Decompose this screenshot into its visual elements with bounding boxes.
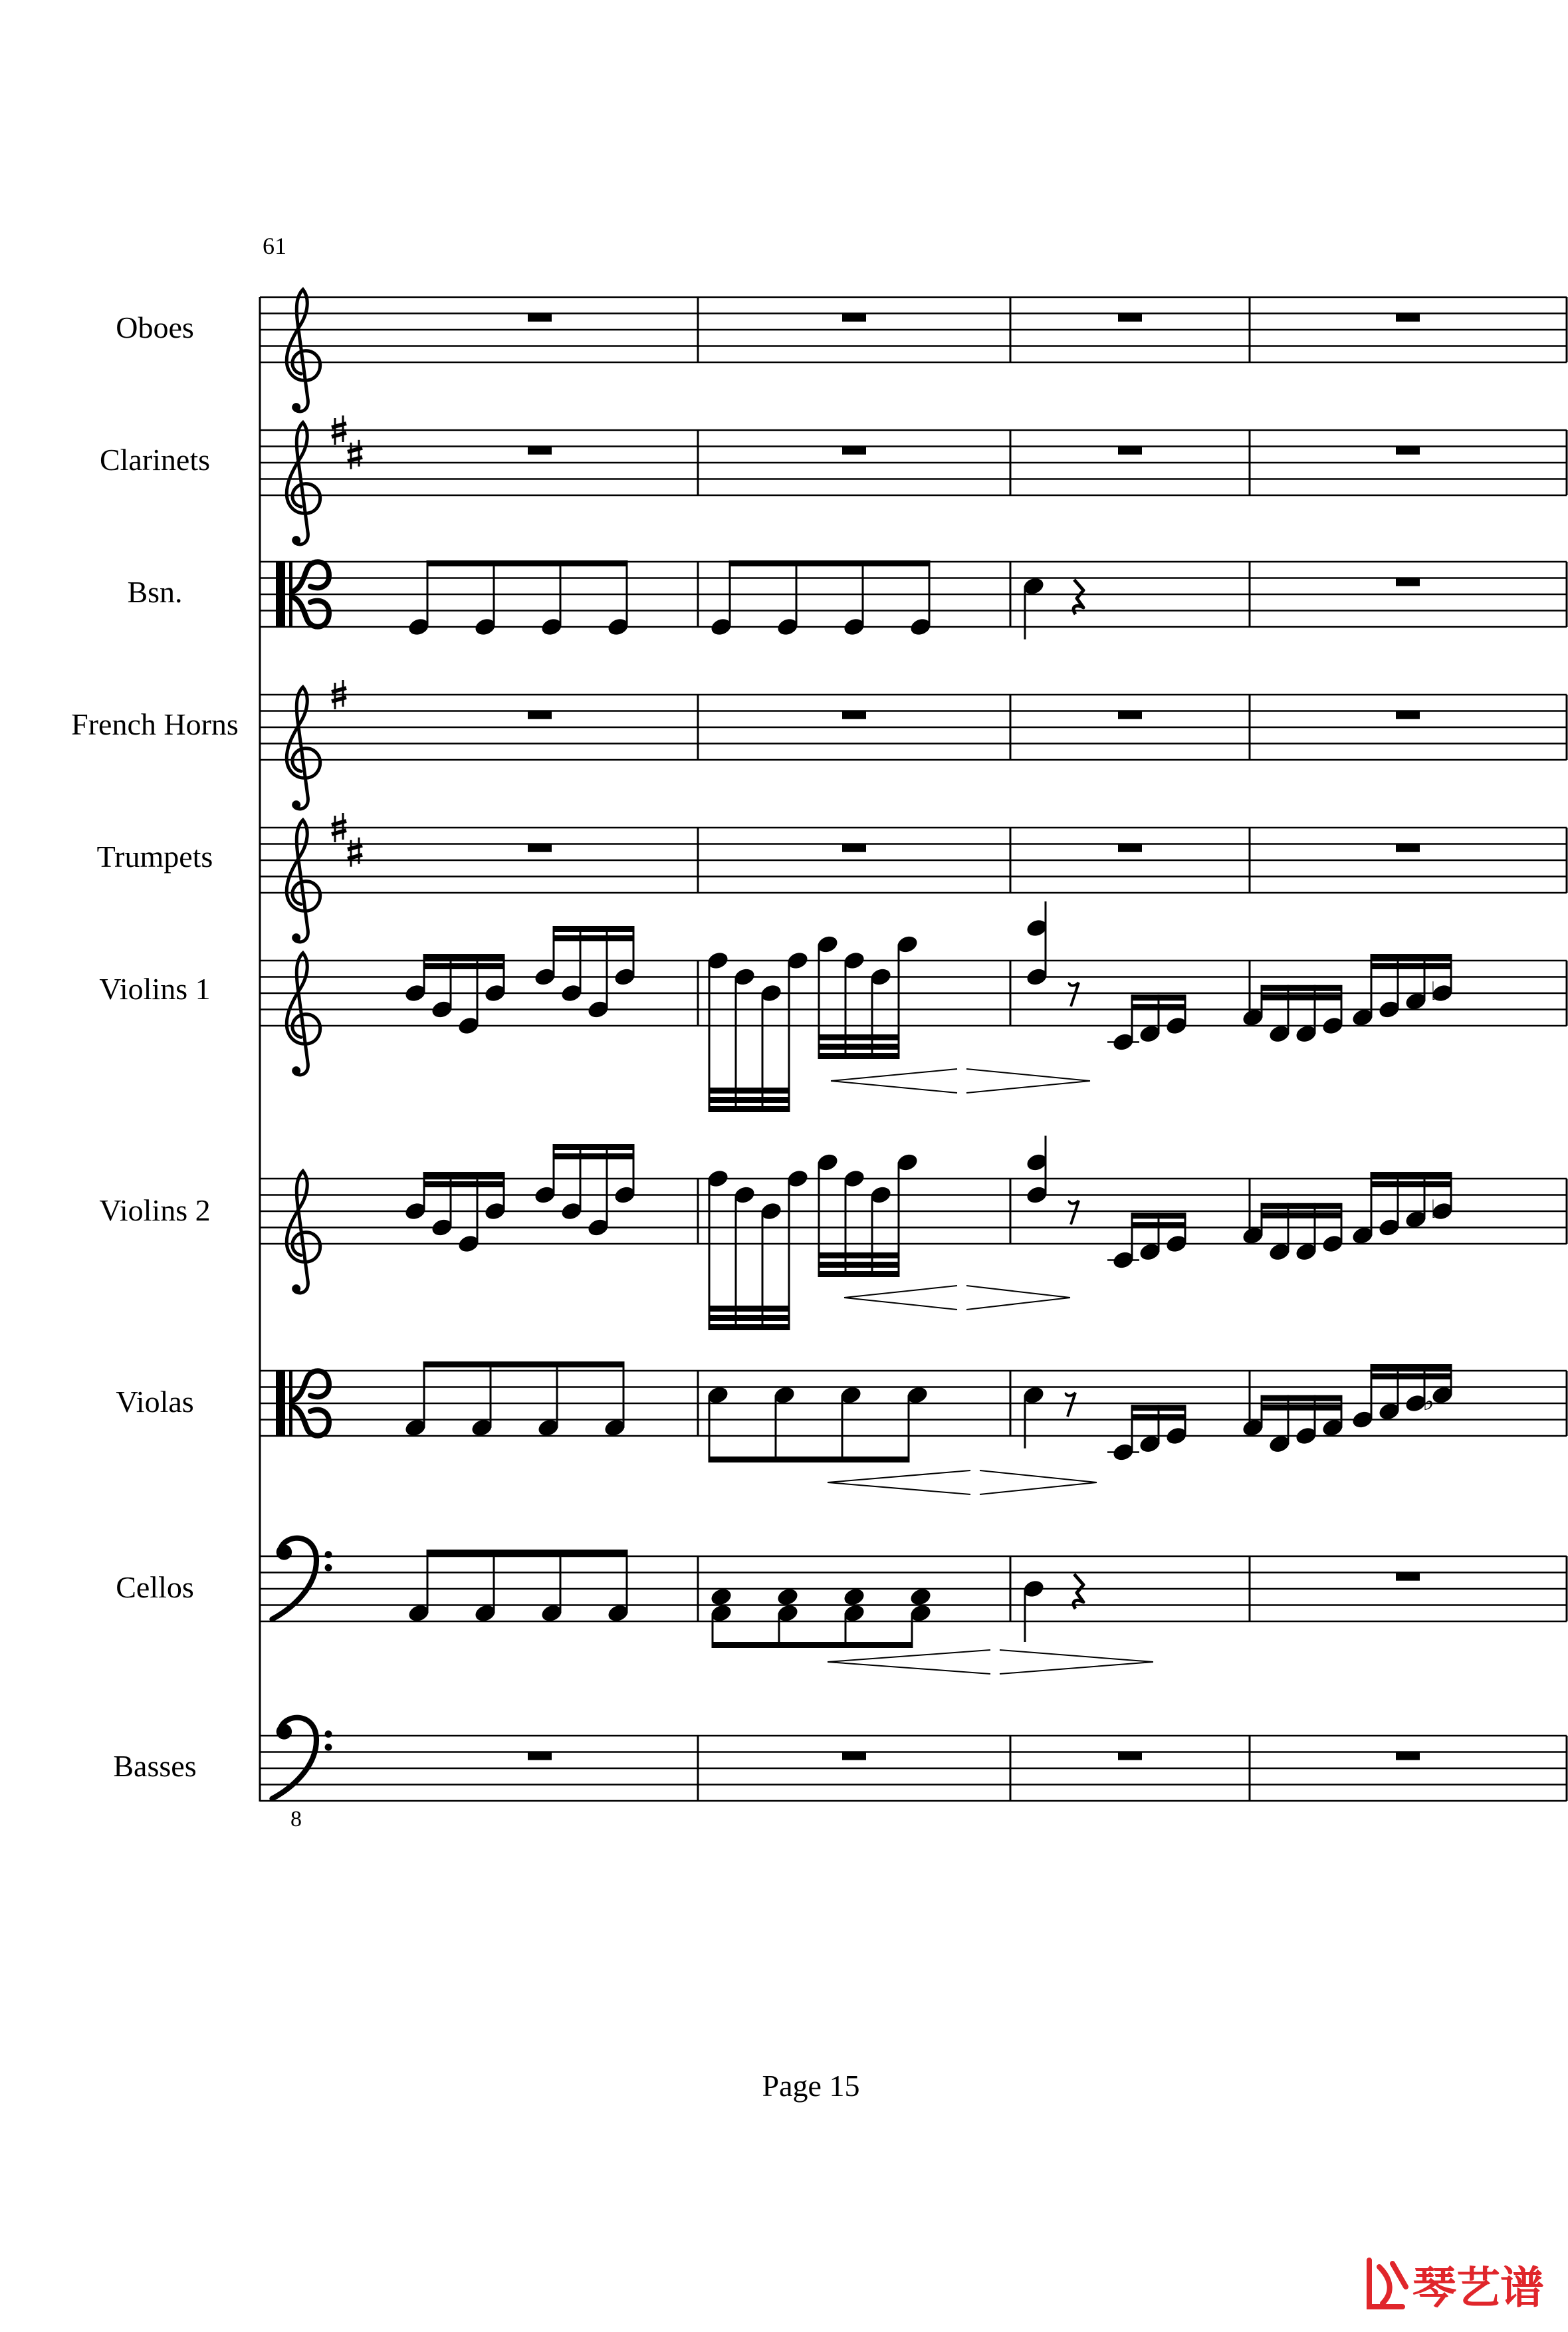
treble-clef-icon <box>286 423 320 545</box>
note-beam <box>819 1262 899 1268</box>
staff-name-violas: Violas <box>116 1385 194 1419</box>
logo-mark-icon <box>1369 2260 1406 2307</box>
note-beam <box>1262 985 1341 991</box>
note-beam <box>1132 1414 1185 1420</box>
note-beam <box>730 560 929 566</box>
note-beam <box>1132 1213 1185 1219</box>
whole-rest <box>528 844 552 852</box>
note-beam <box>709 1088 789 1094</box>
music-notation <box>272 290 1567 1831</box>
whole-rest <box>1118 1752 1142 1760</box>
staff-name-basses: Basses <box>113 1749 197 1783</box>
whole-rest <box>842 711 866 719</box>
whole-rest <box>528 711 552 719</box>
page-label: Page 15 <box>762 2069 860 2103</box>
sharp-icon <box>348 838 362 867</box>
note-beam <box>819 1034 899 1040</box>
note-beam <box>1262 994 1341 1000</box>
treble-clef-icon <box>286 290 320 412</box>
treble-clef-icon <box>286 1171 320 1294</box>
note-beam <box>819 1252 899 1258</box>
staff-name-horns: French Horns <box>71 707 239 741</box>
note-beam <box>1371 1364 1451 1370</box>
watermark-text: 琴艺谱 <box>1412 2262 1544 2313</box>
note-beam <box>1371 1172 1451 1178</box>
watermark-logo <box>1369 2260 1544 2313</box>
crescendo-hairpin <box>828 1650 990 1674</box>
staff-name-trumpets: Trumpets <box>96 840 213 874</box>
staff-name-violins1: Violins 1 <box>99 972 211 1006</box>
whole-rest <box>1396 578 1420 586</box>
quarter-rest-icon <box>1073 580 1083 614</box>
crescendo-hairpin <box>844 1286 957 1310</box>
note-beam <box>424 963 504 969</box>
whole-rest <box>1396 711 1420 719</box>
note-beam <box>427 560 627 566</box>
note-beam <box>709 1097 789 1103</box>
note-beam <box>1262 1395 1341 1401</box>
bass-clef-icon <box>272 1538 332 1619</box>
whole-rest <box>528 447 552 455</box>
sixteenth-rest <box>1069 983 1079 1006</box>
note-beam <box>1132 994 1185 1000</box>
note-beam <box>554 926 633 932</box>
crescendo-hairpin <box>828 1470 970 1494</box>
decrescendo-hairpin <box>980 1470 1097 1494</box>
whole-rest <box>1396 1752 1420 1760</box>
flat-icon: ♭ <box>1430 1196 1442 1224</box>
whole-rest <box>1396 314 1420 322</box>
whole-rest <box>528 1752 552 1760</box>
whole-rest <box>842 314 866 322</box>
note-beam <box>424 1361 623 1367</box>
whole-rest <box>1118 711 1142 719</box>
note-beam <box>713 1642 912 1648</box>
whole-rest <box>1118 844 1142 852</box>
treble-clef-icon <box>286 820 320 943</box>
flat-icon: ♭ <box>1430 978 1442 1006</box>
note-beam <box>427 1550 627 1556</box>
whole-rest <box>1396 1573 1420 1581</box>
whole-rest <box>1396 844 1420 852</box>
note-beam <box>424 1172 504 1178</box>
note-beam <box>1132 1004 1185 1010</box>
note-beam <box>709 1106 789 1112</box>
note-beam <box>1262 1203 1341 1209</box>
decrescendo-hairpin <box>966 1286 1070 1310</box>
whole-rest <box>1118 314 1142 322</box>
staff-lines <box>260 297 1567 1801</box>
note-beam <box>819 1044 899 1050</box>
decrescendo-hairpin <box>1000 1650 1153 1674</box>
note-beam <box>709 1324 789 1330</box>
note-beam <box>424 1181 504 1187</box>
note-beam <box>819 1271 899 1277</box>
note-beam <box>554 1153 633 1159</box>
whole-rest <box>528 314 552 322</box>
note-beam <box>1371 954 1451 960</box>
note-beam <box>1132 1222 1185 1228</box>
note-beam <box>1371 1181 1451 1187</box>
note-beam <box>709 1457 909 1462</box>
note-beam <box>1262 1213 1341 1219</box>
treble-clef-icon <box>286 687 320 810</box>
sharp-icon <box>348 440 362 469</box>
quarter-rest-icon <box>1073 1574 1083 1609</box>
note-beam <box>1262 1405 1341 1411</box>
note-beam <box>819 1053 899 1059</box>
note-beam <box>1371 963 1451 969</box>
note-beam <box>554 1144 633 1150</box>
whole-rest <box>1118 447 1142 455</box>
note-beam <box>1371 1373 1451 1379</box>
measure-number: 61 <box>263 233 286 259</box>
decrescendo-hairpin <box>966 1069 1090 1093</box>
sixteenth-rest <box>1066 1393 1075 1417</box>
treble-clef-icon <box>286 953 320 1076</box>
staff-name-oboes: Oboes <box>116 310 194 344</box>
note-beam <box>1132 1405 1185 1411</box>
staff-name-violins2: Violins 2 <box>99 1193 211 1227</box>
staff-name-cellos: Cellos <box>116 1570 194 1604</box>
whole-rest <box>842 844 866 852</box>
staff-name-bassoon: Bsn. <box>127 575 183 609</box>
flat-icon: ♭ <box>1422 1388 1434 1416</box>
whole-rest <box>842 1752 866 1760</box>
whole-rest <box>1396 447 1420 455</box>
staff-name-clarinets: Clarinets <box>99 443 211 477</box>
note-beam <box>709 1315 789 1321</box>
note-beam <box>554 935 633 941</box>
crescendo-hairpin <box>831 1069 957 1093</box>
bass-clef-icon <box>272 1718 332 1799</box>
note-beam <box>424 954 504 960</box>
whole-rest <box>842 447 866 455</box>
note-beam <box>709 1306 789 1312</box>
octave-8-marker: 8 <box>290 1807 302 1831</box>
sixteenth-rest <box>1069 1201 1079 1224</box>
